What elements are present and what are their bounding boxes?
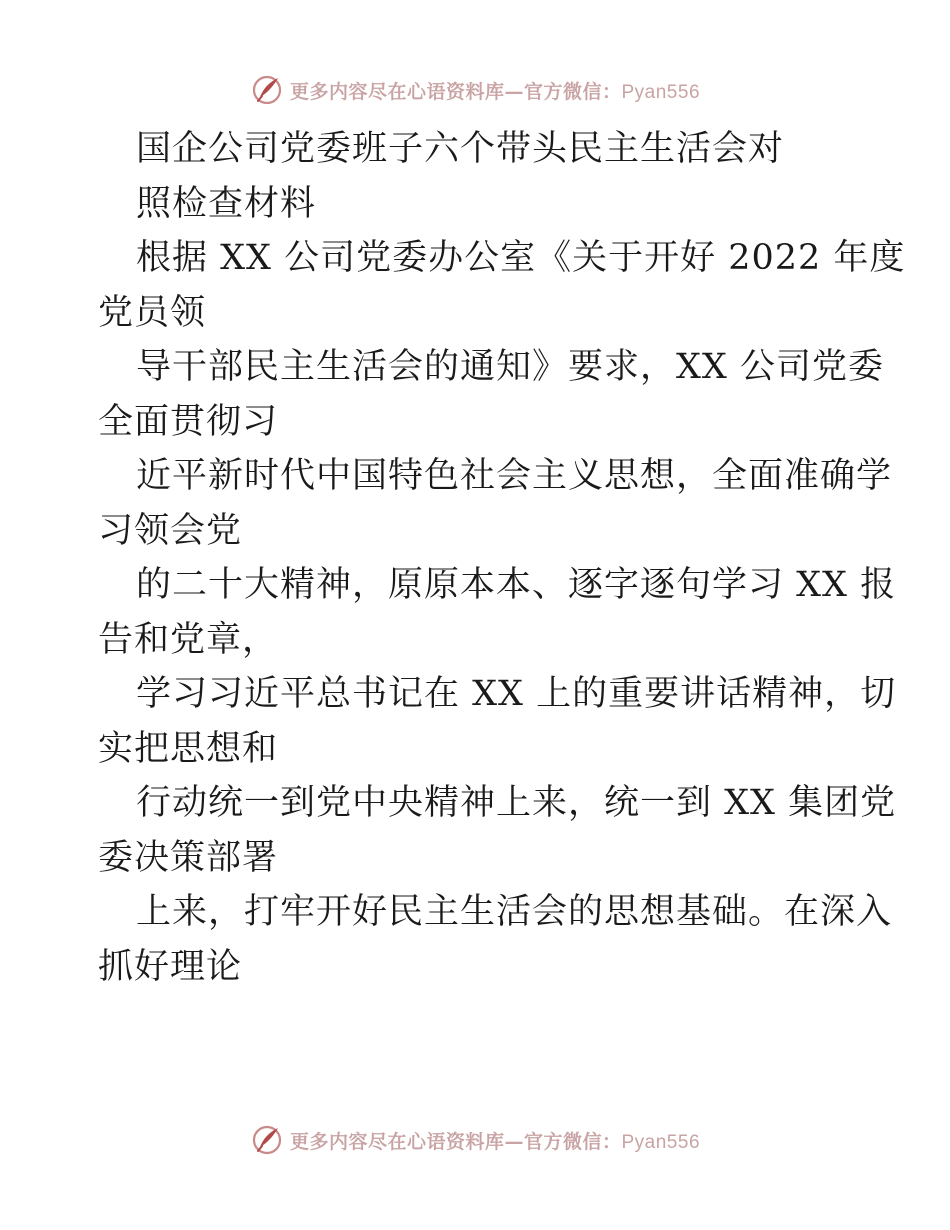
watermark-group — [250, 73, 700, 107]
footer-watermark — [0, 1120, 950, 1160]
watermark-wechat-id: Pyan556 — [621, 1131, 701, 1153]
text-line: 照检查材料 — [136, 183, 317, 224]
text-line: 党员领 — [98, 292, 207, 333]
watermark-group — [250, 1123, 700, 1157]
watermark-label: 更多内容尽在心语资料库—官方微信： — [289, 1130, 622, 1153]
watermark-text — [290, 77, 700, 104]
header-watermark — [0, 70, 950, 110]
text-line: 导干部民主生活会的通知》要求，XX 公司党委 — [136, 347, 884, 387]
watermark-text — [290, 1127, 700, 1154]
text-line: 全面贯彻习 — [98, 401, 279, 442]
text-line: 委决策部署 — [98, 837, 279, 878]
document-body — [98, 122, 906, 994]
watermark-wechat-id: Pyan556 — [621, 81, 701, 103]
feather-pen-logo-icon — [250, 1123, 284, 1157]
text-line: 告和党章， — [98, 619, 279, 660]
text-line: 实把思想和 — [98, 728, 279, 769]
text-line: 近平新时代中国特色社会主义思想，全面准确学 — [136, 456, 893, 496]
text-line: 习领会党 — [98, 510, 243, 551]
feather-pen-logo-icon — [250, 73, 284, 107]
text-line: 根据 XX 公司党委办公室《关于开好 2022 年度 — [136, 238, 906, 278]
text-line: 行动统一到党中央精神上来，统一到 XX 集团党 — [136, 783, 897, 823]
text-line: 上来，打牢开好民主生活会的思想基础。在深入 — [136, 892, 893, 932]
text-line: 国企公司党委班子六个带头民主生活会对 — [136, 129, 785, 169]
watermark-label: 更多内容尽在心语资料库—官方微信： — [289, 80, 622, 103]
text-line: 的二十大精神，原原本本、逐字逐句学习 XX 报 — [136, 565, 897, 605]
text-line: 学习习近平总书记在 XX 上的重要讲话精神，切 — [136, 674, 897, 714]
text-line: 抓好理论 — [98, 946, 243, 987]
